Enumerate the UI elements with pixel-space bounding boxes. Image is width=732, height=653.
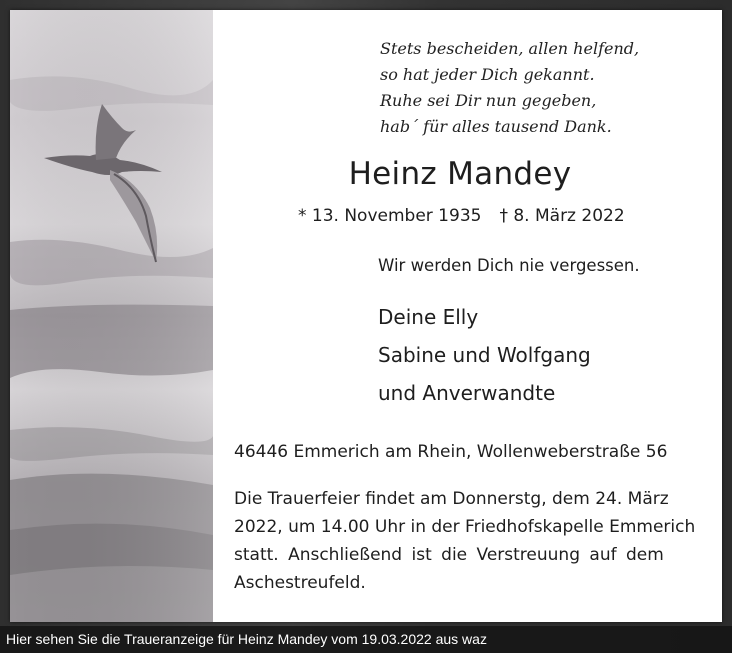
birth-date: * 13. November 1935 (298, 206, 482, 226)
deceased-name: Heinz Mandey (348, 156, 572, 192)
poem-line: so hat jeder Dich gekannt. (380, 65, 595, 84)
mourner: Sabine und Wolfgang (378, 343, 591, 367)
seagull-sky-image (10, 10, 213, 622)
caption-text: Hier sehen Sie die Traueranzeige für Heinz Mandey vom 19.03.2022 aus waz (6, 631, 487, 647)
poem-line: Ruhe sei Dir nun gegeben, (380, 91, 597, 110)
caption-bar (0, 626, 732, 653)
obituary-notice (10, 10, 722, 622)
service-line: statt. Anschließend ist die Verstreuung auf dem (234, 545, 664, 565)
address: 46446 Emmerich am Rhein, Wollenweberstraße 56 (234, 442, 668, 462)
service-line: Aschestreufeld. (234, 573, 366, 593)
mourner: Deine Elly (378, 305, 479, 329)
poem-line: hab´ für alles tausend Dank. (380, 117, 612, 136)
memory-line: Wir werden Dich nie vergessen. (378, 256, 640, 275)
service-line (234, 485, 698, 513)
seagull-photo (10, 10, 213, 622)
service-line: 2022, um 14.00 Uhr in der Friedhofskapelle Emmerich (234, 517, 696, 537)
death-date: † 8. März 2022 (499, 206, 625, 226)
service-info (234, 485, 698, 597)
service-line-text: Die Trauerfeier findet am Donnerstg, dem 24. März (234, 489, 669, 509)
life-dates (298, 206, 658, 226)
poem-line: Stets bescheiden, allen helfend, (380, 39, 640, 58)
poem (380, 36, 700, 140)
mourners-list (378, 298, 591, 412)
mourner: und Anverwandte (378, 381, 556, 405)
